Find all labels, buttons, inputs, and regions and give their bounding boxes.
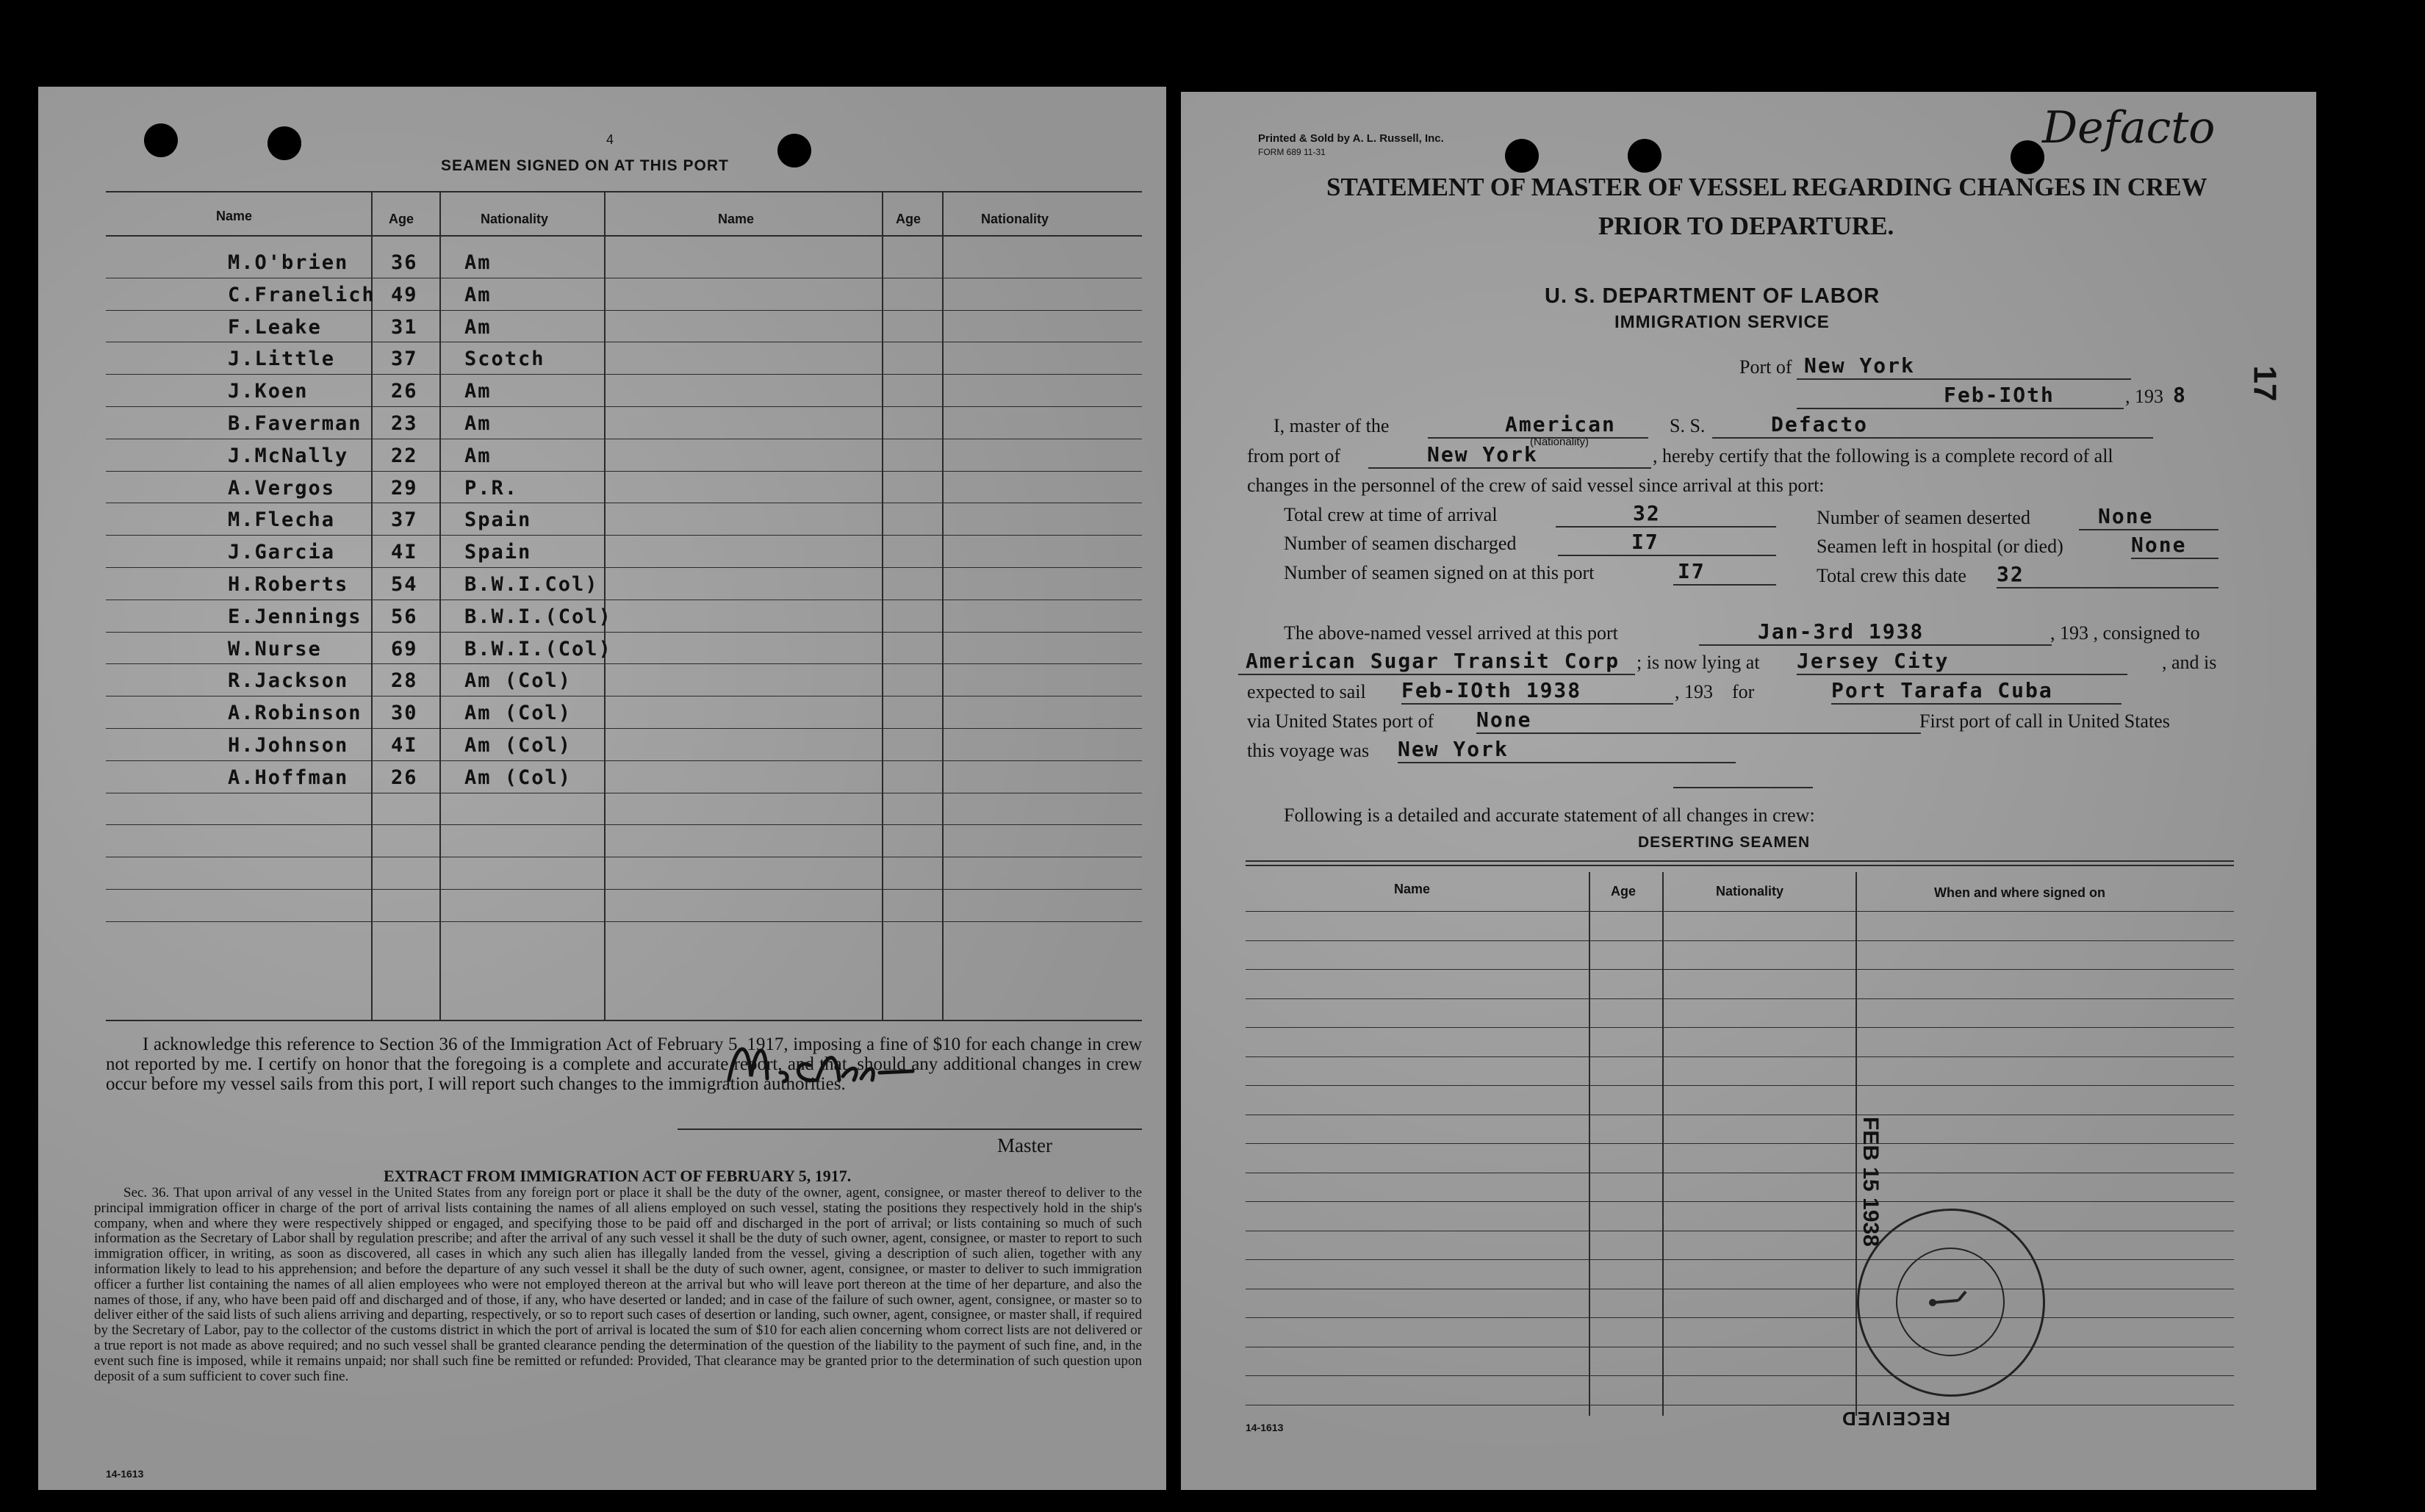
ss-label: S. S. xyxy=(1670,415,1706,436)
side-page-number: 17 xyxy=(2246,365,2283,402)
seaman-age: 54 xyxy=(391,573,418,596)
and-is-label: , and is xyxy=(2162,652,2217,673)
form-number: 14-1613 xyxy=(1246,1422,1284,1433)
via-value: None xyxy=(1476,708,1921,734)
stamp-date: FEB 15 1938 xyxy=(1858,1117,1883,1247)
seaman-nationality: B.W.I.Col) xyxy=(464,573,599,596)
seaman-nationality: P.R. xyxy=(464,476,519,500)
nationality-value: American xyxy=(1428,412,1648,439)
des-row-rule xyxy=(1246,1143,2234,1144)
date-year-suffix: , 193 xyxy=(2125,386,2163,407)
seaman-age: 4I xyxy=(391,734,418,757)
seaman-age: 30 xyxy=(391,702,418,725)
seaman-name: A.Hoffman xyxy=(228,766,349,789)
table-top-rule xyxy=(106,191,1142,192)
year-digit: 8 xyxy=(2173,383,2187,407)
handwritten-note: Defacto xyxy=(2042,102,2216,154)
col-header-nationality: Nationality xyxy=(481,212,549,226)
seaman-name: M.Flecha xyxy=(228,508,336,532)
extract-text: Sec. 36. That upon arrival of any vessel in the United States from any foreign port or place it shall be the duty of the owner, agent, consignee, or master thereof to deliver to the principal immigration officer in charge of the port of arrival lists containing the names of all aliens employed on such vessel, stating the positions they respectively hold in the ship's company, when and where they were respectively shipped or engaged, and specifying those to be paid off and discharged in the port of arrival; or lists containing so much of such information as the Secretary of Labor shall by regulation prescribe; and after the arrival of any such vessel it shall be the duty of such owner, agent, consignee, or master to report to such immigration officer, in writing, as soon as discovered, all cases in which any such alien has illegally landed from the vessel, giving a description of such alien, together with any information likely to lead to his apprehension; and before the departure of any such vessel it shall be the duty of such owner, agent, consignee, or master to deliver to such immigration officer a further list containing the names of all alien employees who were not employed thereon at the arrival but who will leave port thereon at the time of her departure, and also the names of those, if any, who have been paid off and discharged and of those, if any, who have deserted or landed; and in case of the failure of such owner, agent, consignee, or master so to deliver either of the said lists of such aliens arriving and departing, respectively, or so to report such cases of desertion or landing, such owner, agent, consignee, or master shall, if required by the Secretary of Labor, pay to the collector of the customs district in which the port of arrival is located the sum of $10 for each alien concerning whom correct lists are not delivered or a true report is not made as above required; and no such vessel shall be granted clearance pending the determination of the question of the liability to the payment of such fine, and, in the event such fine is imposed, while it remains unpaid; nor shall such fine be remitted or refunded: Provided, That clearance may be granted prior to the determination of such question upon deposit of a sum sufficient to cover such fine. xyxy=(94,1185,1142,1384)
col-header-nationality-2: Nationality xyxy=(981,212,1049,226)
form-number: 14-1613 xyxy=(106,1468,144,1480)
expected-value: Feb-IOth 1938 xyxy=(1401,678,1673,705)
arrived-label: The above-named vessel arrived at this port xyxy=(1284,622,1618,644)
seaman-name: J.Little xyxy=(228,348,336,371)
service-name: IMMIGRATION SERVICE xyxy=(1614,312,1830,332)
col-header-name: Name xyxy=(216,209,253,223)
des-row-rule xyxy=(1246,940,2234,941)
seaman-age: 4I xyxy=(391,541,418,564)
hospital-value: None xyxy=(2131,533,2219,559)
printer-credit: Printed & Sold by A. L. Russell, Inc. xyxy=(1258,132,1444,145)
voyage-label: this voyage was xyxy=(1247,740,1370,761)
signed-on-value: I7 xyxy=(1673,559,1776,586)
seaman-name: F.Leake xyxy=(228,315,322,339)
seaman-name: M.O'brien xyxy=(228,251,349,274)
des-table-top-rule-2 xyxy=(1246,865,2234,866)
deserted-label: Number of seamen deserted xyxy=(1817,507,2030,528)
seaman-name: C.Franelich xyxy=(228,283,376,306)
seaman-name: A.Robinson xyxy=(228,702,362,725)
seaman-age: 36 xyxy=(391,251,418,274)
discharged-label: Number of seamen discharged xyxy=(1284,533,1517,554)
table-row-rule xyxy=(106,471,1142,472)
des-col-divider xyxy=(1589,872,1590,1416)
table-bottom-rule xyxy=(106,1020,1142,1021)
total-crew-date-label: Total crew this date xyxy=(1817,565,1966,586)
des-row-rule xyxy=(1246,911,2234,912)
nationality-caption: (Nationality) xyxy=(1530,436,1589,448)
seaman-name: E.Jennings xyxy=(228,605,362,628)
seaman-nationality: Am xyxy=(464,412,492,435)
des-row-rule xyxy=(1246,1259,2234,1260)
seaman-nationality: Am xyxy=(464,380,492,403)
des-header-nationality: Nationality xyxy=(1716,884,1784,899)
seaman-nationality: Spain xyxy=(464,508,532,532)
des-row-rule xyxy=(1246,1056,2234,1057)
col-header-name-2: Name xyxy=(718,212,755,226)
seaman-nationality: Am xyxy=(464,251,492,274)
des-row-rule xyxy=(1246,1317,2234,1318)
des-row-rule xyxy=(1246,1085,2234,1086)
seaman-age: 29 xyxy=(391,476,418,500)
seaman-age: 37 xyxy=(391,348,418,371)
form-code: FORM 689 11-31 xyxy=(1258,147,1326,157)
seaman-name: J.McNally xyxy=(228,444,349,467)
table-row-rule xyxy=(106,632,1142,633)
left-page xyxy=(38,87,1166,1490)
seaman-name: J.Garcia xyxy=(228,541,336,564)
des-row-rule xyxy=(1246,1375,2234,1376)
des-header-when-where: When and where signed on xyxy=(1934,885,2106,900)
table-row-rule xyxy=(106,921,1142,922)
col-divider xyxy=(371,191,373,1020)
form-title-line1: STATEMENT OF MASTER OF VESSEL REGARDING CHANGES IN CREW xyxy=(1326,173,2207,201)
des-row-rule xyxy=(1246,1201,2234,1202)
col-divider xyxy=(942,191,944,1020)
arrived-value: Jan-3rd 1938 xyxy=(1699,619,2052,646)
voyage-value: New York xyxy=(1398,737,1736,763)
table-row-rule xyxy=(106,567,1142,568)
seaman-nationality: Am (Col) xyxy=(464,766,572,789)
seaman-name: W.Nurse xyxy=(228,637,322,660)
table-row-rule xyxy=(106,406,1142,407)
seaman-nationality: Am xyxy=(464,283,492,306)
des-row-rule xyxy=(1246,1027,2234,1028)
date-value: Feb-IOth xyxy=(1797,383,2124,409)
table-row-rule xyxy=(106,824,1142,825)
seaman-age: 22 xyxy=(391,444,418,467)
seaman-nationality: Am (Col) xyxy=(464,669,572,693)
certify-text: , hereby certify that the following is a complete record of all xyxy=(1653,445,2113,467)
first-port-label: First port of call in United States xyxy=(1919,710,2170,732)
changes-text: changes in the personnel of the crew of said vessel since arrival at this port: xyxy=(1247,475,1825,496)
port-of-value: New York xyxy=(1797,353,2131,380)
table-row-rule xyxy=(106,728,1142,729)
acknowledgement-text: I acknowledge this reference to Section 36 of the Immigration Act of February 5, 1917, imposing a fine of $10 for each change in crew not reported by me. I certify on honor that the foregoing is a complete and accurate report, and that, should any additional changes in crew occur before my vessel sails from this port, I will report such changes to the immigration authorities. xyxy=(106,1034,1142,1094)
section-title: SEAMEN SIGNED ON AT THIS PORT xyxy=(441,157,729,174)
for-value: Port Tarafa Cuba xyxy=(1831,678,2122,705)
short-rule xyxy=(1673,787,1813,788)
right-page xyxy=(1181,92,2316,1490)
col-header-age-2: Age xyxy=(896,212,922,226)
des-table-top-rule xyxy=(1246,860,2234,862)
consignee-value: American Sugar Transit Corp xyxy=(1238,649,1635,675)
des-row-rule xyxy=(1246,998,2234,999)
seaman-name: H.Roberts xyxy=(228,573,349,596)
punch-hole xyxy=(1628,139,1661,173)
seaman-nationality: Am (Col) xyxy=(464,734,572,757)
department-name: U. S. DEPARTMENT OF LABOR xyxy=(1545,284,1880,308)
col-header-age: Age xyxy=(389,212,414,226)
hospital-label: Seamen left in hospital (or died) xyxy=(1817,536,2063,557)
seaman-name: H.Johnson xyxy=(228,734,349,757)
seaman-name: A.Vergos xyxy=(228,476,336,500)
consigned-label: , 193 , consigned to xyxy=(2050,622,2200,644)
seaman-age: 37 xyxy=(391,508,418,532)
table-row-rule xyxy=(106,760,1142,761)
lying-label: ; is now lying at xyxy=(1637,652,1760,673)
seaman-age: 26 xyxy=(391,766,418,789)
punch-hole xyxy=(1505,139,1539,173)
expected-label: expected to sail xyxy=(1247,681,1366,702)
seaman-age: 49 xyxy=(391,283,418,306)
total-crew-arrival-label: Total crew at time of arrival xyxy=(1284,504,1498,525)
master-signature xyxy=(714,1014,949,1102)
des-row-rule xyxy=(1246,969,2234,970)
seaman-nationality: Spain xyxy=(464,541,532,564)
via-label: via United States port of xyxy=(1247,710,1434,732)
seaman-name: B.Faverman xyxy=(228,412,362,435)
signature-line xyxy=(678,1128,1142,1130)
from-port-label: from port of xyxy=(1247,445,1341,467)
master-of-label: I, master of the xyxy=(1273,415,1390,436)
des-header-name: Name xyxy=(1394,882,1431,896)
form-title-line2: PRIOR TO DEPARTURE. xyxy=(1598,212,1894,240)
table-row-rule xyxy=(106,663,1142,664)
punch-hole xyxy=(267,126,301,160)
seaman-age: 31 xyxy=(391,315,418,339)
table-header-rule xyxy=(106,235,1142,237)
seaman-nationality: Am xyxy=(464,315,492,339)
signed-on-label: Number of seamen signed on at this port xyxy=(1284,562,1595,583)
des-col-divider xyxy=(1662,872,1664,1416)
seaman-name: R.Jackson xyxy=(228,669,349,693)
following-text: Following is a detailed and accurate statement of all changes in crew: xyxy=(1284,804,1815,826)
deserting-title: DESERTING SEAMEN xyxy=(1638,834,1811,851)
seaman-name: J.Koen xyxy=(228,380,309,403)
col-divider xyxy=(439,191,441,1020)
received-stamp xyxy=(1857,1209,2045,1397)
discharged-value: I7 xyxy=(1558,530,1776,556)
ship-name: Defacto xyxy=(1712,412,2153,439)
from-port-value: New York xyxy=(1368,442,1651,469)
seaman-nationality: Am xyxy=(464,444,492,467)
punch-hole xyxy=(144,123,178,157)
table-row-rule xyxy=(106,535,1142,536)
table-row-rule xyxy=(106,374,1142,375)
des-col-divider xyxy=(1855,872,1857,1416)
for-label: , 193 for xyxy=(1675,681,1755,702)
seaman-age: 69 xyxy=(391,637,418,660)
seaman-age: 23 xyxy=(391,412,418,435)
total-crew-date-value: 32 xyxy=(1997,562,2219,588)
seaman-age: 56 xyxy=(391,605,418,628)
page-number: 4 xyxy=(606,132,614,147)
seaman-age: 28 xyxy=(391,669,418,693)
total-crew-arrival-value: 32 xyxy=(1556,501,1776,528)
lying-value: Jersey City xyxy=(1797,649,2127,675)
seaman-age: 26 xyxy=(391,380,418,403)
master-label: Master xyxy=(997,1134,1052,1156)
col-divider xyxy=(882,191,883,1020)
stamp-received-text: RECEIVED xyxy=(1841,1408,1950,1430)
seaman-nationality: B.W.I.(Col) xyxy=(464,637,612,660)
deserted-value: None xyxy=(2079,504,2219,530)
des-header-age: Age xyxy=(1611,884,1637,899)
port-of-label: Port of xyxy=(1739,356,1792,378)
table-row-rule xyxy=(106,889,1142,890)
punch-hole xyxy=(2011,140,2044,174)
seaman-nationality: Am (Col) xyxy=(464,702,572,725)
extract-title: EXTRACT FROM IMMIGRATION ACT OF FEBRUARY 5, 1917. xyxy=(384,1167,852,1185)
seaman-nationality: B.W.I.(Col) xyxy=(464,605,612,628)
table-row-rule xyxy=(106,310,1142,311)
seaman-nationality: Scotch xyxy=(464,348,545,371)
punch-hole xyxy=(777,134,811,168)
